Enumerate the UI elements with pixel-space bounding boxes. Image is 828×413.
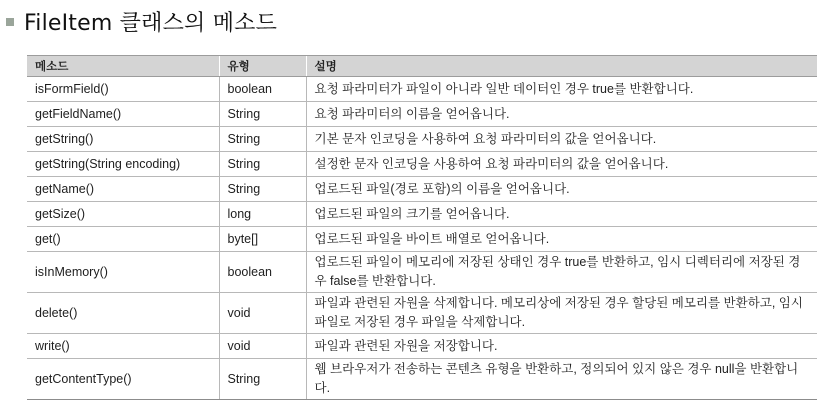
type-cell: boolean [219,252,306,293]
table-row [27,77,817,102]
table-row [27,334,817,359]
type-cell: long [219,202,306,227]
type-cell: String [219,152,306,177]
type-cell: String [219,359,306,400]
type-cell: String [219,102,306,127]
method-cell: write() [27,334,219,359]
column-header-method: 메소드 [27,56,219,77]
type-cell: String [219,127,306,152]
method-cell: delete() [27,293,219,334]
column-header-description: 설명 [306,56,817,77]
table-header-row [27,56,817,77]
table-row [27,227,817,252]
description-cell: 요청 파라미터가 파일이 아니라 일반 데이터인 경우 true를 반환합니다. [306,77,817,102]
column-header-type: 유형 [219,56,306,77]
description-cell: 파일과 관련된 자원을 저장합니다. [306,334,817,359]
type-cell: void [219,293,306,334]
description-cell: 업로드된 파일의 크기를 얻어옵니다. [306,202,817,227]
method-cell: getName() [27,177,219,202]
table-row [27,152,817,177]
method-cell: getString() [27,127,219,152]
description-cell: 업로드된 파일이 메모리에 저장된 상태인 경우 true를 반환하고, 임시 디렉터리에 저장된 경우 false를 반환합니다. [306,252,817,293]
type-cell: void [219,334,306,359]
method-cell: getFieldName() [27,102,219,127]
description-cell: 업로드된 파일(경로 포함)의 이름을 얻어옵니다. [306,177,817,202]
type-cell: boolean [219,77,306,102]
table-row [27,102,817,127]
type-cell: byte[] [219,227,306,252]
table-row [27,359,817,400]
slide-title: FileItem 클래스의 메소드 [24,10,278,36]
table-row [27,127,817,152]
description-cell: 기본 문자 인코딩을 사용하여 요청 파라미터의 값을 얻어옵니다. [306,127,817,152]
description-cell: 설정한 문자 인코딩을 사용하여 요청 파라미터의 값을 얻어옵니다. [306,152,817,177]
method-cell: isFormField() [27,77,219,102]
method-cell: isInMemory() [27,252,219,293]
type-cell: String [219,177,306,202]
method-cell: getSize() [27,202,219,227]
slide-title-row [6,4,277,38]
table-row [27,177,817,202]
method-cell: getString(String encoding) [27,152,219,177]
table-row [27,202,817,227]
description-cell: 파일과 관련된 자원을 삭제합니다. 메모리상에 저장된 경우 할당된 메모리를 반환하고, 임시 파일로 저장된 경우 파일을 삭제합니다. [306,293,817,334]
description-cell: 요청 파라미터의 이름을 얻어옵니다. [306,102,817,127]
table-row [27,293,817,334]
description-cell: 업로드된 파일을 바이트 배열로 얻어옵니다. [306,227,817,252]
square-bullet-icon [6,18,14,26]
method-cell: get() [27,227,219,252]
description-cell: 웹 브라우저가 전송하는 콘텐츠 유형을 반환하고, 정의되어 있지 않은 경우 null을 반환합니다. [306,359,817,400]
fileitem-methods-table [27,55,817,400]
table-row [27,252,817,293]
method-cell: getContentType() [27,359,219,400]
